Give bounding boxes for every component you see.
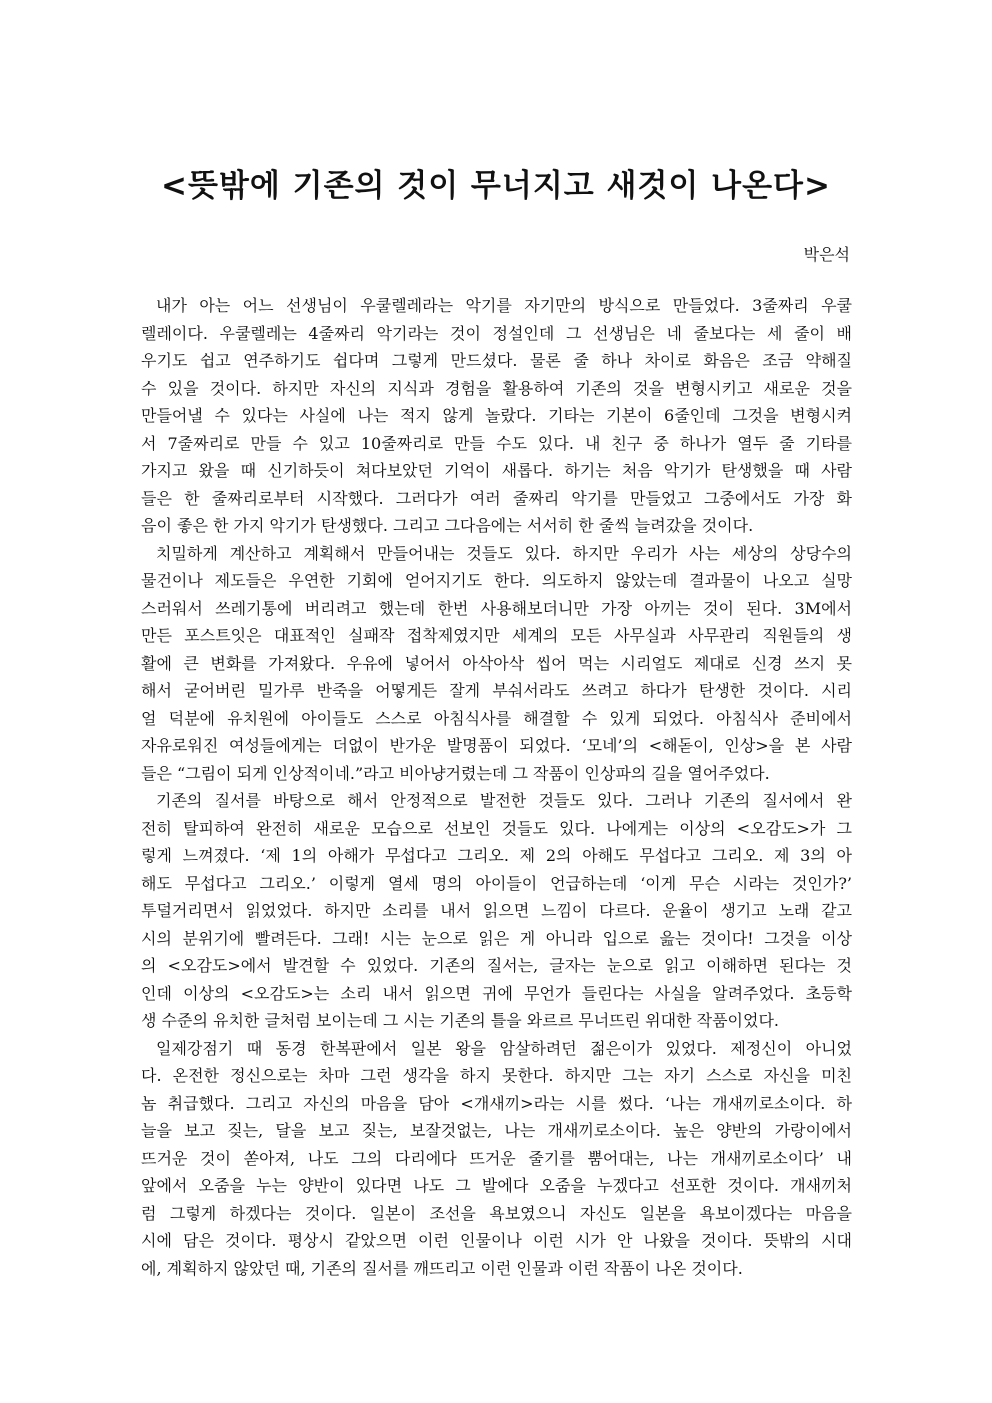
text-line: 만들어낼 수 있다는 사실에 나는 적지 않게 놀랐다. 기타는 기본이 6줄인데 그것을 변형시켜 [141, 406, 852, 425]
text-line: 투덜거리면서 읽었었다. 하지만 소리를 내서 읽으면 느낌이 다르다. 운율이 생기고 노래 같고 [141, 901, 852, 920]
text-line: 만든 포스트잇은 대표적인 실패작 접착제였지만 세계의 모든 사무실과 사무관리 직원들의 생 [141, 626, 852, 645]
text-line: 전히 탈피하여 완전히 새로운 모습으로 선보인 것들도 있다. 나에게는 이상의 <오감도>가 그 [141, 818, 852, 838]
text-line: 해서 굳어버린 밀가루 반죽을 어떻게든 잘게 부숴서라도 쓰려고 하다가 탄생한 것이다. 시리 [141, 681, 852, 700]
text-line: 얼 덕분에 유치원에 아이들도 스스로 아침식사를 해결할 수 있게 되었다. 아침식사 준비에서 [141, 708, 852, 728]
text-line: 스러워서 쓰레기통에 버리려고 했는데 한번 사용해보더니만 가장 아끼는 것이 된다. 3M에서 [141, 598, 852, 618]
text-line: 가지고 왔을 때 신기하듯이 쳐다보았던 기억이 새롭다. 하기는 처음 악기가 탄생했을 때 사람 [141, 461, 852, 480]
text-line: 치밀하게 계산하고 계획해서 만들어내는 것들도 있다. 하지만 우리가 사는 세상의 상당수의 [156, 543, 852, 563]
text-line: 들은 “그림이 되게 인상적이네.”라고 비아냥거렸는데 그 작품이 인상파의 길을 열어주었다. [141, 763, 770, 783]
author-name: 박은석 [803, 245, 850, 264]
text-line: 에, 계획하지 않았던 때, 기존의 질서를 깨뜨리고 이런 인물과 이런 작품이 나온 것이다. [141, 1258, 743, 1278]
text-line: 내가 아는 어느 선생님이 우쿨렐레라는 악기를 자기만의 방식으로 만들었다. 3줄짜리 우쿨 [156, 296, 852, 315]
text-line: 해도 무섭다고 그리오.’ 이렇게 열세 명의 아이들이 언급하는데 ‘이게 무슨 시라는 것인가?’ [141, 873, 852, 893]
text-line: 물건이나 제도들은 우연한 기회에 얻어지기도 한다. 의도하지 않았는데 결과물이 나오고 실망 [141, 571, 852, 590]
text-line: 럼 그렇게 하겠다는 것이다. 일본이 조선을 욕보였으니 자신도 일본을 욕보이겠다는 마음을 [141, 1203, 852, 1223]
text-line: 다. 온전한 정신으로는 차마 그런 생각을 하지 못한다. 하지만 그는 자기 스스로 자신을 미친 [141, 1066, 852, 1085]
text-line: 들은 한 줄짜리로부터 시작했다. 그러다가 여러 줄짜리 악기를 만들었고 그중에서도 가장 화 [141, 488, 852, 508]
text-line: 늘을 보고 짖는, 달을 보고 짖는, 보잘것없는, 나는 개새끼로소이다. 높은 양반의 가랑이에서 [141, 1121, 852, 1140]
document-body [141, 292, 852, 1282]
text-line: 인데 이상의 <오감도>는 소리 내서 읽으면 귀에 무언가 들린다는 사실을 알려주었다. 초등학 [141, 983, 852, 1003]
text-line: 뜨거운 것이 쏟아져, 나도 그의 다리에다 뜨거운 줄기를 뿜어대는, 나는 개새끼로소이다’ 내 [141, 1148, 852, 1168]
text-line: 자유로워진 여성들에게는 더없이 반가운 발명품이 되었다. ‘모네’의 <해돋이, 인상>을 본 사람 [141, 736, 852, 755]
text-line: 앞에서 오줌을 누는 양반이 있다면 나도 그 발에다 오줌을 누겠다고 선포한 것이다. 개새끼처 [141, 1176, 852, 1195]
text-line: 서 7줄짜리로 만들 수 있고 10줄짜리로 만들 수도 있다. 내 친구 중 하나가 열두 줄 기타를 [141, 433, 852, 453]
text-line: 렐레이다. 우쿨렐레는 4줄짜리 악기라는 것이 정설인데 그 선생님은 네 줄보다는 세 줄이 배 [141, 323, 852, 343]
text-line: 음이 좋은 한 가지 악기가 탄생했다. 그리고 그다음에는 서서히 한 줄씩 늘려갔을 것이다. [141, 516, 754, 535]
text-line: 의 <오감도>에서 발견할 수 있었다. 기존의 질서는, 글자는 눈으로 읽고 이해하면 된다는 것 [141, 956, 852, 975]
text-line: 수 있을 것이다. 하지만 자신의 지식과 경험을 활용하여 기존의 것을 변형시키고 새로운 것을 [141, 378, 852, 398]
text-line: 활에 큰 변화를 가져왔다. 우유에 넣어서 아삭아삭 씹어 먹는 시리얼도 제대로 신경 쓰지 못 [141, 653, 852, 673]
text-line: 생 수준의 유치한 글처럼 보이는데 그 시는 기존의 틀을 와르르 무너뜨린 위대한 작품이었다. [141, 1011, 779, 1030]
text-line: 일제강점기 때 동경 한복판에서 일본 왕을 암살하려던 젊은이가 있었다. 제정신이 아니었 [156, 1038, 852, 1058]
document-title: <뜻밖에 기존의 것이 무너지고 새것이 나온다> [161, 168, 831, 204]
text-line: 놈 취급했다. 그리고 자신의 마음을 담아 <개새끼>라는 시를 썼다. ‘나는 개새끼로소이다. 하 [141, 1093, 852, 1113]
text-line: 기존의 질서를 바탕으로 해서 안정적으로 발전한 것들도 있다. 그러나 기존의 질서에서 완 [156, 791, 852, 810]
text-line: 렇게 느껴졌다. ‘제 1의 아해가 무섭다고 그리오. 제 2의 아해도 무섭다고 그리오. 제 3의 아 [141, 846, 852, 865]
text-line: 시에 담은 것이다. 평상시 같았으면 이런 인물이나 이런 시가 안 나왔을 것이다. 뜻밖의 시대 [141, 1231, 852, 1250]
text-line: 시의 분위기에 빨려든다. 그래! 시는 눈으로 읽은 게 아니라 입으로 읊는 것이다! 그것을 이상 [141, 928, 852, 948]
text-line: 우기도 쉽고 연주하기도 쉽다며 그렇게 만드셨다. 물론 줄 하나 차이로 화음은 조금 약해질 [141, 351, 852, 370]
